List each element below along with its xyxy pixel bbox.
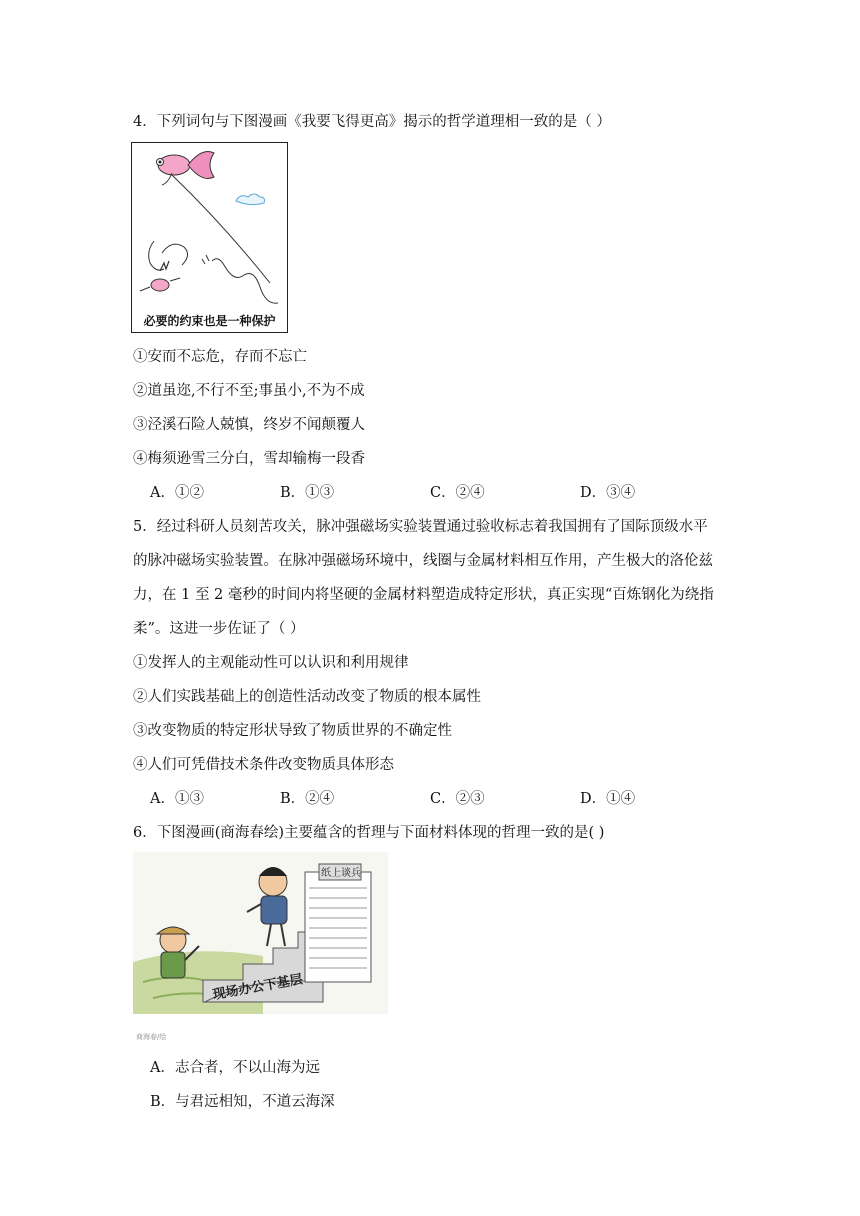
q6-option-a: A．志合者，不以山海为远 [150, 1060, 320, 1076]
grassroots-cartoon-drawing [133, 852, 388, 1014]
kite-cartoon [131, 142, 288, 333]
artist-credit: 商海春/绘 [136, 1033, 167, 1041]
q5-item-3: ③改变物质的特定形状导致了物质世界的不确定性 [133, 723, 452, 739]
q5-item-4: ④人们可凭借技术条件改变物质具体形态 [133, 757, 394, 773]
q5-item-2: ②人们实践基础上的创造性活动改变了物质的根本属性 [133, 689, 481, 705]
q5-item-1: ①发挥人的主观能动性可以认识和利用规律 [133, 655, 409, 671]
kite-cartoon-caption: 必要的约束也是一种保护 [143, 314, 276, 328]
q5-option-a: A．①③ [150, 791, 204, 807]
q5-option-d: D．①④ [580, 791, 636, 807]
q4-stem: 4．下列词句与下图漫画《我要飞得更高》揭示的哲学道理相一致的是（ ） [133, 114, 611, 130]
q5-stem-line-4: 柔”。这进一步佐证了（ ） [133, 621, 305, 637]
q4-item-3: ③泾溪石险人兢慎，终岁不闻颠覆人 [133, 417, 365, 433]
q5-stem-line-2: 的脉冲磁场实验装置。在脉冲强磁场环境中，线圈与金属材料相互作用，产生极大的洛伦兹 [133, 553, 713, 569]
kite-cartoon-drawing [132, 143, 286, 331]
grassroots-cartoon [133, 852, 388, 1014]
q6-stem: 6．下图漫画(商海春绘)主要蕴含的哲理与下面材料体现的哲理一致的是( ) [133, 825, 605, 841]
q5-option-c: C．②③ [430, 791, 485, 807]
q4-item-2: ②道虽迩,不行不至;事虽小,不为不成 [133, 383, 365, 399]
q5-stem-line-1: 5．经过科研人员刻苦攻关，脉冲强磁场实验装置通过验收标志着我国拥有了国际顶级水平 [133, 519, 708, 535]
q4-option-a: A．①② [150, 485, 204, 501]
grassroots-cartoon-label: 现场办公下基层 [211, 972, 304, 1003]
q4-option-c: C．②④ [430, 485, 485, 501]
q4-item-1: ①安而不忘危，存而不忘亡 [133, 349, 307, 365]
q5-stem-line-3: 力，在 1 至 2 毫秒的时间内将坚硬的金属材料塑造成特定形状，真正实现“百炼钢化为绕指 [133, 587, 714, 603]
q5-option-b: B．②④ [280, 791, 335, 807]
q4-option-d: D．③④ [580, 485, 636, 501]
q4-option-b: B．①③ [280, 485, 335, 501]
document-stack [305, 864, 371, 982]
document-label: 纸上谈兵 [321, 868, 361, 879]
q4-item-4: ④梅须逊雪三分白，雪却输梅一段香 [133, 451, 365, 467]
q6-option-b: B．与君远相知，不道云海深 [150, 1094, 335, 1110]
